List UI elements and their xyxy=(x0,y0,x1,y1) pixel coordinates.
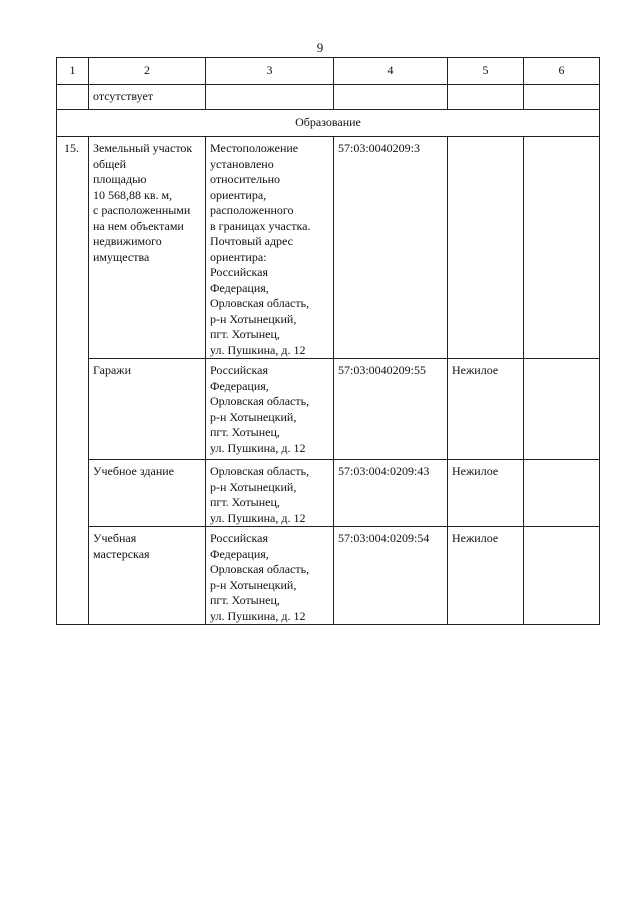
purpose-cell xyxy=(448,460,524,527)
object-name: Гаражи xyxy=(93,363,132,377)
cadastral-number: 57:03:0040209:55 xyxy=(338,363,427,377)
object-name: Земельный участок общей площадью 10 568,88 кв. м, с расположенными на нем объектами недвижимого имущества xyxy=(93,141,193,264)
address-cell xyxy=(206,460,334,527)
extra-cell xyxy=(524,137,600,359)
table-row xyxy=(57,527,600,625)
object-name: Учебное здание xyxy=(93,464,174,478)
extra-cell xyxy=(524,359,600,460)
header-col-3: 3 xyxy=(206,58,334,85)
purpose-cell xyxy=(448,137,524,359)
table-cell xyxy=(448,85,524,110)
table-header-row xyxy=(57,58,600,85)
purpose-cell xyxy=(448,359,524,460)
object-name-cell xyxy=(89,460,206,527)
table-row xyxy=(57,85,600,110)
table-cell xyxy=(57,85,89,110)
header-col-1: 1 xyxy=(57,58,89,85)
cadastral-number: 57:03:004:0209:43 xyxy=(338,464,430,478)
cadastral-number: 57:03:004:0209:54 xyxy=(338,531,430,545)
header-col-5: 5 xyxy=(448,58,524,85)
object-address: Орловская область, р-н Хотынецкий, пгт. Хотынец, ул. Пушкина, д. 12 xyxy=(210,464,310,525)
object-address: Российская Федерация, Орловская область, р-н Хотынецкий, пгт. Хотынец, ул. Пушкина, д. 12 xyxy=(210,531,310,623)
object-address: Местоположение установлено относительно ориентира, расположенного в границах участка. Почтовый адрес ориентира: Российская Федерация, Орловская область, р-н Хотынецкий, пгт. Хотынец, ул. Пушкина, д. 12 xyxy=(210,141,311,357)
object-name: Учебная мастерская xyxy=(93,531,150,561)
row-number xyxy=(57,137,89,625)
header-col-4: 4 xyxy=(334,58,448,85)
object-purpose: Нежилое xyxy=(452,363,499,377)
table-cell xyxy=(334,85,448,110)
page-number: 9 xyxy=(316,40,324,55)
section-row xyxy=(57,110,600,137)
object-name-cell xyxy=(89,359,206,460)
table-row xyxy=(57,359,600,460)
object-address: Российская Федерация, Орловская область, р-н Хотынецкий, пгт. Хотынец, ул. Пушкина, д. 12 xyxy=(210,363,310,455)
extra-cell xyxy=(524,460,600,527)
object-extra xyxy=(528,359,595,363)
section-title: Образование xyxy=(57,110,600,137)
object-purpose xyxy=(452,137,519,141)
object-extra xyxy=(528,460,595,464)
object-extra xyxy=(528,527,595,531)
table-row xyxy=(57,137,600,359)
object-extra xyxy=(528,137,595,141)
cadastral-number: 57:03:0040209:3 xyxy=(338,141,421,155)
property-registry-table xyxy=(56,57,600,625)
table-row xyxy=(57,460,600,527)
object-purpose: Нежилое xyxy=(452,464,499,478)
cadastral-cell xyxy=(334,359,448,460)
address-cell xyxy=(206,137,334,359)
header-col-2: 2 xyxy=(89,58,206,85)
header-col-6: 6 xyxy=(524,58,600,85)
table-cell xyxy=(524,85,600,110)
purpose-cell xyxy=(448,527,524,625)
row-number-text: 15. xyxy=(64,141,79,155)
object-purpose: Нежилое xyxy=(452,531,499,545)
object-name-cell xyxy=(89,527,206,625)
object-name-cell xyxy=(89,137,206,359)
cadastral-cell xyxy=(334,460,448,527)
extra-cell xyxy=(524,527,600,625)
table-cell xyxy=(206,85,334,110)
cadastral-cell xyxy=(334,137,448,359)
address-cell xyxy=(206,359,334,460)
address-cell xyxy=(206,527,334,625)
cadastral-cell xyxy=(334,527,448,625)
absent-cell: отсутствует xyxy=(89,85,206,110)
